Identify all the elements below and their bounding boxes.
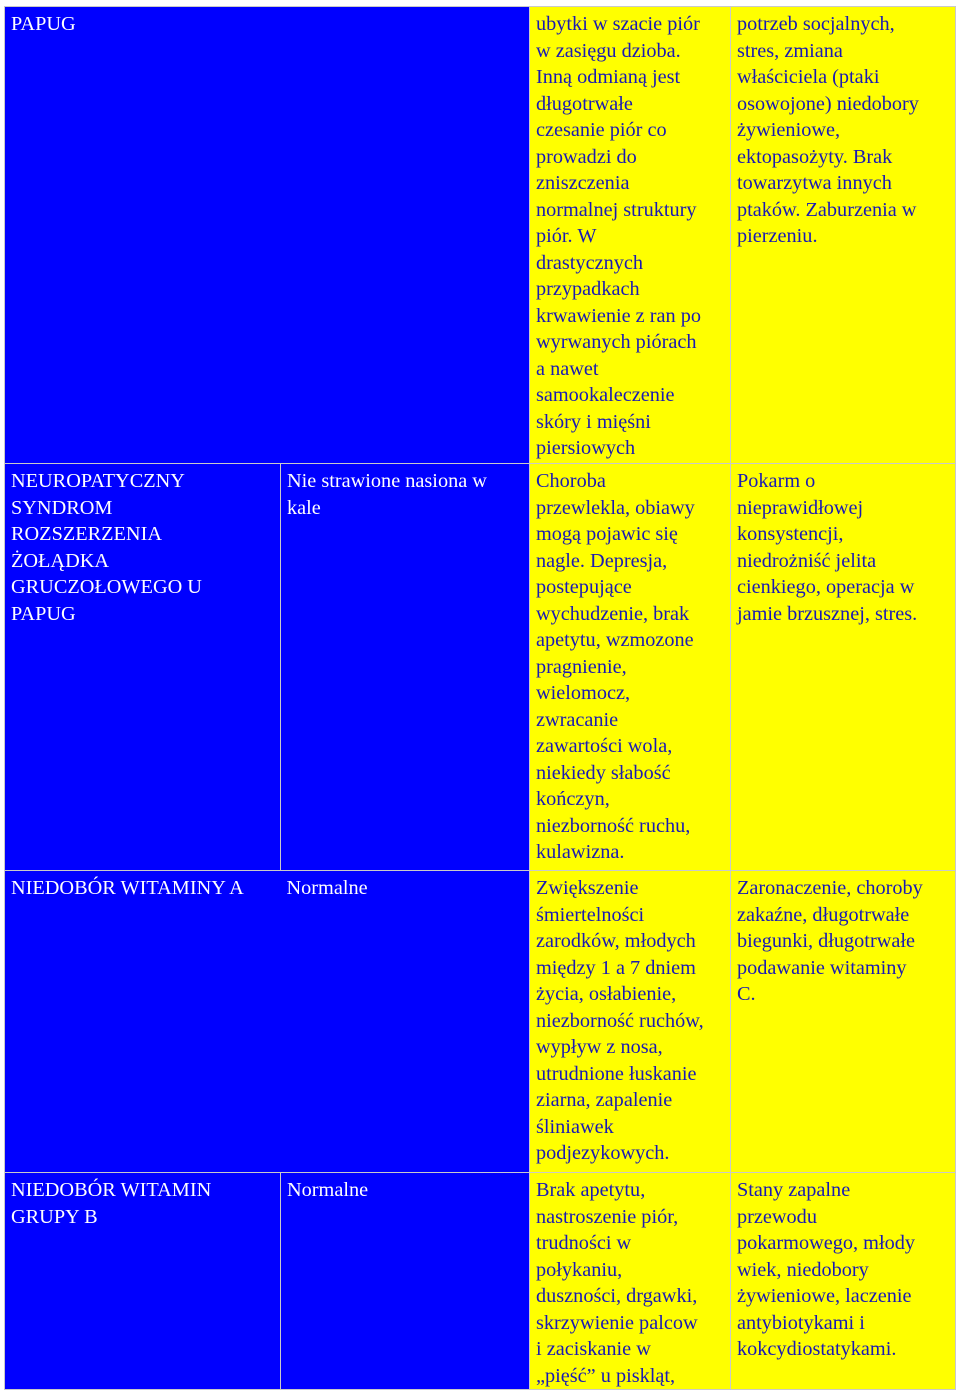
symptoms-text: Brak apetytu, nastroszenie piór, trudności w połykaniu, duszności, drgawki, skrzywienie palcow i zaciskanie w „pięść” u piskląt, (536, 1179, 698, 1387)
disease-table (4, 6, 956, 1390)
feces-text: Normalne (287, 1179, 369, 1201)
symptoms-text: Zwiększenie śmiertelności zarodków, młodych między 1 a 7 dniem życia, osłabienie, niezborność ruchów, wypływ z nosa, utrudnione łuskanie ziarna, zapalenie śliniawek podjezykowych. (536, 877, 704, 1164)
feces-text: Nie strawione nasiona w kale (287, 470, 487, 519)
causes-text: potrzeb socjalnych, stres, zmiana właściciela (ptaki osowojone) niedobory żywieniowe, ektopasożyty. Brak towarzytwa innych ptaków. Zaburzenia w pierzeniu. (737, 13, 919, 247)
document-page (4, 6, 955, 1390)
feces-cell (281, 871, 530, 1173)
causes-cell (731, 7, 956, 464)
table-row (5, 7, 956, 464)
symptoms-cell (530, 871, 731, 1173)
symptoms-text: Choroba przewlekla, obiawy mogą pojawic się nagle. Depresja, postepujące wychudzenie, brak apetytu, wzmozone pragnienie, wielomocz, zwracanie zawartości wola, niekiedy słabość kończyn, niezborność ruchu, kulawizna. (536, 470, 695, 863)
causes-text: Zaronaczenie, choroby zakaźne, długotrwałe biegunki, długotrwałe podawanie witaminy C. (737, 877, 923, 1005)
feces-cell (281, 464, 530, 871)
causes-text: Stany zapalne przewodu pokarmowego, młody wiek, niedobory żywieniowe, laczenie antybiotykami i kokcydiostatykami. (737, 1179, 915, 1360)
causes-cell (731, 464, 956, 871)
feces-text: Normalne (286, 877, 368, 899)
symptoms-cell (530, 1173, 731, 1390)
table-row (5, 464, 956, 871)
disease-name: PAPUG (11, 13, 76, 35)
causes-text: Pokarm o nieprawidłowej konsystencji, niedrożniść jelita cienkiego, operacja w jamie brzusznej, stres. (737, 470, 918, 625)
causes-cell (731, 1173, 956, 1390)
disease-name-cell (5, 871, 281, 1173)
feces-cell (281, 1173, 530, 1390)
symptoms-cell (530, 464, 731, 871)
disease-name-cell (5, 464, 281, 871)
disease-name: NEUROPATYCZNY SYNDROM ROZSZERZENIA ŻOŁĄDKA GRUCZOŁOWEGO U PAPUG (11, 470, 202, 625)
feces-cell (281, 7, 530, 464)
symptoms-text: ubytki w szacie piór w zasięgu dzioba. Inną odmianą jest długotrwałe czesanie piór co prowadzi do zniszczenia normalnej struktury piór. W drastycznych przypadkach krwawienie z ran po wyrwanych piórach a nawet samookaleczenie skóry i mięśni piersiowych (536, 13, 701, 459)
disease-name-cell (5, 7, 281, 464)
causes-cell (731, 871, 956, 1173)
disease-name-cell (5, 1173, 281, 1390)
table-row (5, 1173, 956, 1390)
symptoms-cell (530, 7, 731, 464)
disease-name: NIEDOBÓR WITAMINY A (11, 877, 244, 899)
table-row (5, 871, 956, 1173)
disease-name: NIEDOBÓR WITAMIN GRUPY B (11, 1179, 212, 1228)
